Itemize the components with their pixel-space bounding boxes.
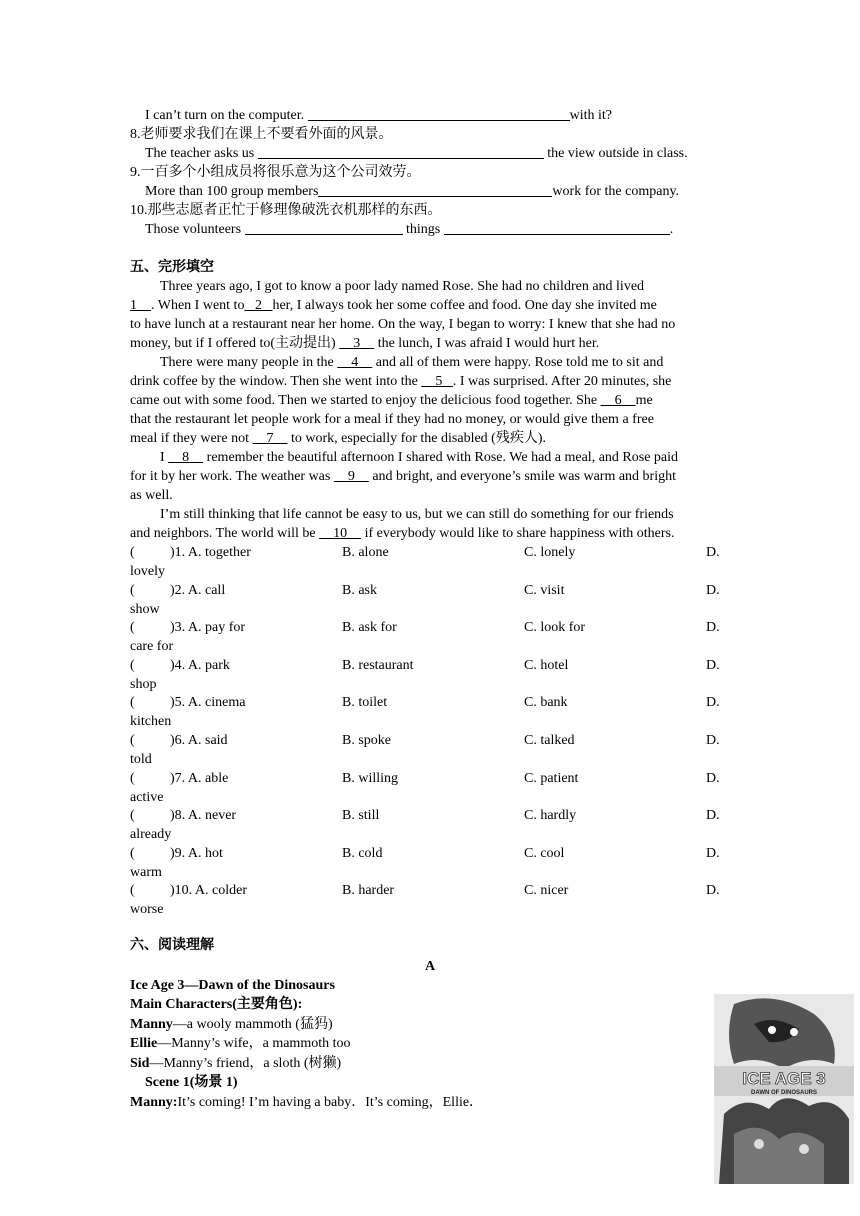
q8-english-line: The teacher asks us the view outside in class. xyxy=(145,146,688,161)
answer-paren[interactable]: ( xyxy=(130,657,135,673)
answer-blank[interactable] xyxy=(318,182,552,197)
answer-paren[interactable]: ( xyxy=(130,545,135,560)
option-d-text: worse xyxy=(130,902,164,918)
blank-5[interactable]: 5 xyxy=(435,374,443,389)
option-d-text: told xyxy=(130,752,152,767)
option-d[interactable]: D. xyxy=(706,545,720,560)
answer-paren[interactable]: ( xyxy=(130,883,135,899)
q10-chinese-line: 10.那些志愿者正忙于修理像破洗衣机那样的东西。 xyxy=(130,203,442,218)
cloze-p2-line4: that the restaurant let people work for a meal if they had no money, or would give them a free xyxy=(130,412,654,427)
character-manny: Manny—a wooly mammoth (猛犸) xyxy=(130,1017,333,1032)
option-a[interactable]: )3. A. pay for xyxy=(170,620,246,636)
q9-english-line: More than 100 group members work for the company. xyxy=(145,184,680,199)
option-d[interactable]: D. xyxy=(706,582,720,598)
option-d[interactable]: D. xyxy=(706,657,720,673)
option-row xyxy=(130,656,730,694)
option-c[interactable]: C. nicer xyxy=(524,883,569,899)
option-b[interactable]: B. alone xyxy=(342,545,389,560)
option-d[interactable]: D. xyxy=(706,733,720,748)
option-d[interactable]: D. xyxy=(706,620,720,636)
blank-7[interactable]: 7 xyxy=(266,431,274,446)
q9-chinese-line: 9.一百多个小组成员将很乐意为这个公司效劳。 xyxy=(130,165,421,180)
option-d-text: care for xyxy=(130,639,174,655)
option-d[interactable]: D. xyxy=(706,845,720,861)
option-a[interactable]: )4. A. park xyxy=(170,657,230,673)
cloze-p1-line4: money, but if I offered to(主动提出) 3 the lunch, I was afraid I would hurt her. xyxy=(130,336,600,351)
answer-paren[interactable]: ( xyxy=(130,808,135,824)
option-d-text: active xyxy=(130,789,164,805)
blank-3[interactable]: 3 xyxy=(353,336,361,351)
option-b[interactable]: B. toilet xyxy=(342,695,388,711)
cloze-p1-line1: Three years ago, I got to know a poor lady named Rose. She had no children and lived xyxy=(160,279,645,294)
option-c[interactable]: C. visit xyxy=(524,582,565,598)
answer-paren[interactable]: ( xyxy=(130,770,135,786)
option-d-text: already xyxy=(130,827,172,843)
option-b[interactable]: B. cold xyxy=(342,845,383,861)
option-a[interactable]: )2. A. call xyxy=(170,582,226,598)
cloze-p1-line3: to have lunch at a restaurant near her home. On the way, I began to worry: I knew that she had no xyxy=(130,317,676,332)
option-row xyxy=(130,769,730,807)
cloze-p3-line1: I 8 remember the beautiful afternoon I shared with Rose. We had a meal, and Rose paid xyxy=(160,450,679,465)
dialogue-line: Manny:It’s coming! I’m having a baby．It’s coming，Ellie． xyxy=(130,1095,484,1110)
cloze-p4-line1: I’m still thinking that life cannot be easy to us, but we can still do something for our friends xyxy=(160,507,674,522)
character-ellie: Ellie—Manny’s wife，a mammoth too xyxy=(130,1036,351,1051)
answer-paren[interactable]: ( xyxy=(130,620,135,636)
option-b[interactable]: B. harder xyxy=(342,883,395,899)
q8-chinese-line: 8.老师要求我们在课上不要看外面的风景。 xyxy=(130,127,393,142)
option-row xyxy=(130,693,730,731)
option-a[interactable]: )7. A. able xyxy=(170,770,229,786)
option-d[interactable]: D. xyxy=(706,808,720,824)
blank-2[interactable]: 2 xyxy=(254,298,262,313)
option-b[interactable]: B. still xyxy=(342,808,380,824)
cloze-p2-line2: drink coffee by the window. Then she went into the 5 . I was surprised. After 20 minutes, she xyxy=(130,374,672,389)
poster-title: ICE AGE 3 xyxy=(742,1069,826,1088)
option-d[interactable]: D. xyxy=(706,695,720,711)
section-heading-cloze: 五、完形填空 xyxy=(130,260,214,275)
option-b[interactable]: B. ask xyxy=(342,582,377,598)
option-c[interactable]: C. patient xyxy=(524,770,579,786)
answer-paren[interactable]: ( xyxy=(130,845,135,861)
passage-title: Ice Age 3—Dawn of the Dinosaurs xyxy=(130,978,335,993)
option-row xyxy=(130,581,730,619)
cloze-p1-line2: 1 . When I went to 2 her, I always took her some coffee and food. One day she invited me xyxy=(130,298,657,313)
blank-9[interactable]: 9 xyxy=(347,469,355,484)
answer-blank[interactable] xyxy=(444,220,670,235)
option-c[interactable]: C. look for xyxy=(524,620,586,636)
blank-8[interactable]: 8 xyxy=(182,450,190,465)
q10-english-line: Those volunteers things . xyxy=(145,222,674,237)
option-d-text: show xyxy=(130,601,160,617)
option-b[interactable]: B. restaurant xyxy=(342,657,414,673)
section-heading-reading: 六、阅读理解 xyxy=(130,938,214,953)
option-b[interactable]: B. spoke xyxy=(342,733,391,748)
passage-letter: A xyxy=(424,959,436,974)
cloze-p2-line5: meal if they were not 7 to work, especially for the disabled (残疾人). xyxy=(130,431,546,446)
option-row xyxy=(130,806,730,844)
cloze-p4-line2: and neighbors. The world will be 10 if everybody would like to share happiness with others. xyxy=(130,526,675,541)
option-c[interactable]: C. bank xyxy=(524,695,568,711)
option-c[interactable]: C. hardly xyxy=(524,808,577,824)
cloze-p3-line2: for it by her work. The weather was 9 and bright, and everyone’s smile was warm and bright xyxy=(130,469,676,484)
poster-subtitle: DAWN OF DINOSAURS xyxy=(751,1090,817,1096)
blank-10[interactable]: 10 xyxy=(333,526,348,541)
option-row xyxy=(130,881,730,919)
option-d[interactable]: D. xyxy=(706,883,720,899)
poster-illustration xyxy=(714,994,854,1184)
cloze-p2-line3: came out with some food. Then we started to enjoy the delicious food together. She 6 me xyxy=(130,393,653,408)
option-b[interactable]: B. willing xyxy=(342,770,399,786)
characters-label: Main Characters(主要角色): xyxy=(130,997,303,1012)
character-sid: Sid—Manny’s friend，a sloth (树獭) xyxy=(130,1056,342,1071)
blank-1[interactable]: 1 xyxy=(130,298,137,313)
option-a[interactable]: )6. A. said xyxy=(170,733,228,748)
option-c[interactable]: C. cool xyxy=(524,845,565,861)
option-a[interactable]: )1. A. together xyxy=(170,545,251,560)
answer-blank[interactable] xyxy=(245,220,403,235)
option-d-text: warm xyxy=(130,864,162,880)
option-row xyxy=(130,618,730,656)
option-a[interactable]: )10. A. colder xyxy=(170,883,247,899)
answer-paren[interactable]: ( xyxy=(130,733,135,748)
option-b[interactable]: B. ask for xyxy=(342,620,397,636)
answer-blank[interactable] xyxy=(258,144,544,159)
option-row xyxy=(130,844,730,882)
option-c[interactable]: C. talked xyxy=(524,733,575,748)
option-d-text: kitchen xyxy=(130,714,172,730)
option-row xyxy=(130,543,730,581)
option-a[interactable]: )8. A. never xyxy=(170,808,237,824)
option-d[interactable]: D. xyxy=(706,770,720,786)
scene-label: Scene 1(场景 1) xyxy=(145,1075,238,1090)
movie-poster-image xyxy=(714,994,854,1184)
option-a[interactable]: )5. A. cinema xyxy=(170,695,246,711)
option-d-text: lovely xyxy=(130,564,165,579)
blank-4[interactable]: 4 xyxy=(351,355,359,370)
answer-blank[interactable] xyxy=(308,106,570,121)
option-d-text: shop xyxy=(130,676,157,692)
q7-english-line: I can’t turn on the computer. with it? xyxy=(145,108,613,123)
option-c[interactable]: C. hotel xyxy=(524,657,569,673)
option-c[interactable]: C. lonely xyxy=(524,545,576,560)
cloze-p2-line1: There were many people in the 4 and all of them were happy. Rose told me to sit and xyxy=(160,355,664,370)
answer-paren[interactable]: ( xyxy=(130,582,135,598)
cloze-p3-line3: as well. xyxy=(130,488,173,503)
option-row xyxy=(130,731,730,769)
option-a[interactable]: )9. A. hot xyxy=(170,845,223,861)
answer-paren[interactable]: ( xyxy=(130,695,135,711)
blank-6[interactable]: 6 xyxy=(614,393,622,408)
